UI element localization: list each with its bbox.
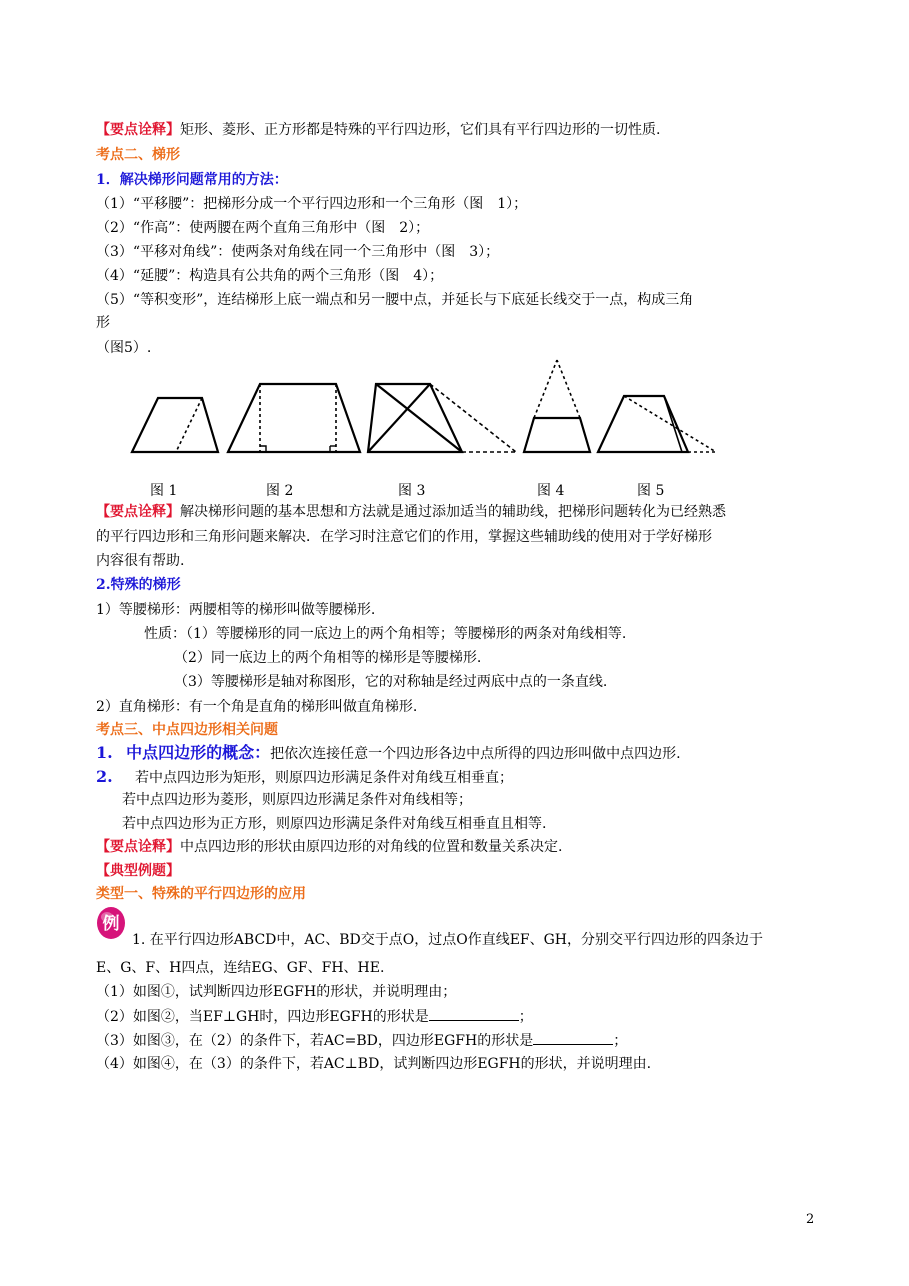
- figures-strip: [128, 356, 728, 464]
- note-text: 解决梯形问题的基本思想和方法就是通过添加适当的辅助线，把梯形问题转化为已经熟悉: [180, 504, 726, 520]
- page-number: 2: [806, 1212, 815, 1227]
- example-stem: E、G、F、H四点，连结EG、GF、FH、HE.: [96, 960, 385, 976]
- figure-label-3: 图 3: [398, 483, 426, 499]
- answer-blank[interactable]: [429, 1006, 519, 1021]
- concept-label: 中点四边形的概念：: [126, 743, 271, 762]
- method-item: 形: [96, 315, 110, 331]
- method-item: （5）“等积变形”，连结梯形上底一端点和另一腰中点，并延长与下底延长线交于一点，构成三角: [96, 292, 694, 308]
- figure-5-trapezoid: [598, 396, 716, 452]
- subsection-title-methods: 1．解决梯形问题常用的方法：: [96, 172, 288, 188]
- section-title-trapezoid: 考点二、梯形: [96, 147, 180, 163]
- item-number: 1.: [96, 743, 113, 762]
- answer-blank[interactable]: [533, 1030, 613, 1045]
- note-text: 内容很有帮助.: [96, 553, 185, 569]
- example-question-3: [96, 1030, 627, 1051]
- figure-2-trapezoid: [228, 384, 360, 452]
- note-line: [96, 120, 660, 140]
- type-title: 类型一、特殊的平行四边形的应用: [96, 886, 306, 902]
- condition-text: 若中点四边形为矩形，则原四边形满足条件对角线互相垂直；: [134, 770, 513, 786]
- example-question-4: （4）如图④，在（3）的条件下，若AC⊥BD，试判断四边形EGFH的形状，并说明理由.: [96, 1056, 652, 1072]
- special-item: （3）等腰梯形是轴对称图形，它的对称轴是经过两底中点的一条直线.: [174, 674, 608, 690]
- midpoint-item-2: [96, 767, 513, 788]
- example-question-2: [96, 1006, 533, 1027]
- condition-text: 若中点四边形为菱形，则原四边形满足条件对角线相等；: [122, 792, 472, 808]
- method-item: （1）“平移腰”：把梯形分成一个平行四边形和一个三角形（图 1）；: [96, 196, 528, 212]
- method-item: （图5）.: [96, 340, 152, 356]
- special-item: 性质：（1）等腰梯形的同一底边上的两个角相等；等腰梯形的两条对角线相等.: [144, 626, 627, 642]
- note-text: 中点四边形的形状由原四边形的对角线的位置和数量关系决定.: [180, 839, 563, 855]
- method-item: （2）“作高”：使两腰在两个直角三角形中（图 2）；: [96, 220, 430, 236]
- question-end: ；: [613, 1033, 628, 1049]
- question-end: ；: [518, 1009, 533, 1025]
- note-text: 矩形、菱形、正方形都是特殊的平行四边形，它们具有平行四边形的一切性质.: [180, 122, 661, 138]
- figure-1-trapezoid: [132, 398, 218, 452]
- figure-label-2: 图 2: [266, 483, 294, 499]
- note-tag: 【要点诠释】: [96, 122, 180, 138]
- note-tag: 【要点诠释】: [96, 839, 180, 855]
- examples-tag: 【典型例题】: [96, 863, 180, 879]
- example-badge-icon: [96, 906, 128, 940]
- subsection-title-special: 2.特殊的梯形: [96, 577, 181, 593]
- figure-3-trapezoid: [368, 384, 516, 452]
- note-text: 的平行四边形和三角形问题来解决．在学习时注意它们的作用，掌握这些辅助线的使用对于学好梯形: [96, 529, 712, 545]
- question-text: （2）如图②，当EF⊥GH时，四边形EGFH的形状是: [96, 1009, 429, 1025]
- figure-label-1: 图 1: [150, 483, 178, 499]
- figure-label-5: 图 5: [637, 483, 665, 499]
- special-item: （2）同一底边上的两个角相等的梯形是等腰梯形.: [174, 650, 482, 666]
- figure-label-4: 图 4: [537, 483, 565, 499]
- method-item: （4）“延腰”：构造具有公共角的两个三角形（图 4）；: [96, 268, 444, 284]
- section-title-midpoint: 考点三、中点四边形相关问题: [96, 722, 278, 738]
- method-item: （3）“平移对角线”：使两条对角线在同一个三角形中（图 3）；: [96, 244, 500, 260]
- example-stem: 1. 在平行四边形ABCD中，AC、BD交于点O，过点O作直线EF、GH，分别交平行四边形的四条边于: [132, 932, 764, 948]
- midpoint-item-1: [96, 743, 681, 764]
- example-question-1: （1）如图①，试判断四边形EGFH的形状，并说明理由；: [96, 984, 457, 1000]
- condition-text: 若中点四边形为正方形，则原四边形满足条件对角线互相垂直且相等.: [122, 816, 547, 832]
- figure-4-trapezoid: [524, 360, 590, 452]
- special-item: 1）等腰梯形：两腰相等的梯形叫做等腰梯形.: [96, 602, 376, 618]
- note-tag: 【要点诠释】: [96, 504, 180, 520]
- concept-text: 把依次连接任意一个四边形各边中点所得的四边形叫做中点四边形.: [270, 746, 681, 762]
- item-number: 2.: [96, 767, 113, 786]
- special-item: 2）直角梯形：有一个角是直角的梯形叫做直角梯形.: [96, 699, 418, 715]
- note-line: [96, 502, 726, 522]
- badge-text: 例: [102, 914, 120, 934]
- note-line: [96, 837, 562, 857]
- question-text: （3）如图③，在（2）的条件下，若AC=BD，四边形EGFH的形状是: [96, 1033, 534, 1049]
